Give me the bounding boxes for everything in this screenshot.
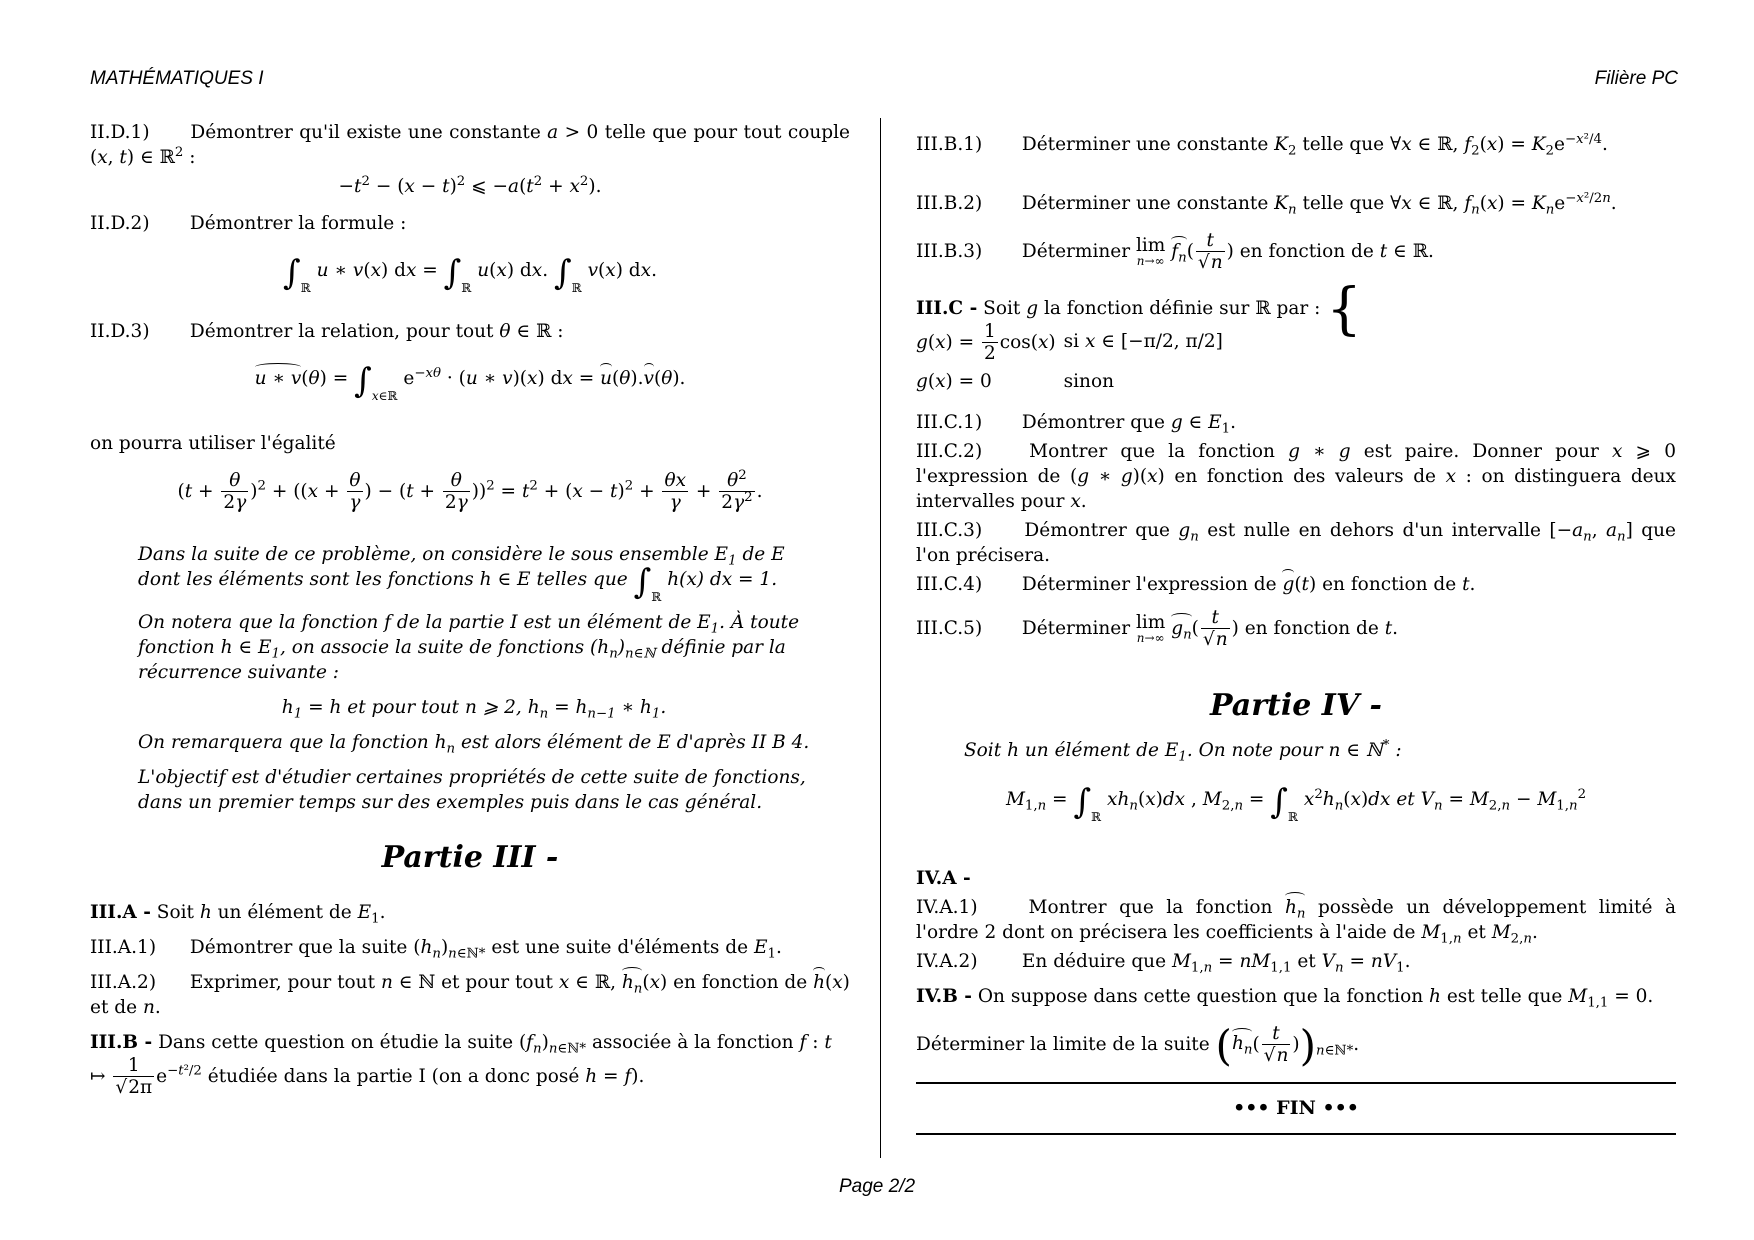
fin-rule-top (916, 1082, 1676, 1084)
formula-fourier-convolution: u ∗ $v(\theta) = \int_{x\in ℝ}$ $e^{-x\theta} \cdot (u$ ∗ v)(x) dx = u(θ).v(θ). (254, 361, 686, 403)
question-IIIC4: III.C.4) Déterminer l'expression de g(t) en fonction de t. (916, 574, 1476, 596)
question-IID2: II.D.2) Démontrer la formule : (90, 213, 407, 234)
question-IIIB2: III.B.2) Déterminer une constante $K_n$ telle que ∀x ∈ ℝ, $f_n(x) = K_ne^{-x^2/2n}$. (916, 190, 1617, 218)
hint-text: on pourra utiliser l'égalité (90, 433, 336, 454)
question-IVA: IV.A - (916, 867, 971, 889)
question-IVA2: IV.A.2) En déduire que $M_{1,n} = nM_{1,1}$ et $V_n = nV_1$. (916, 950, 1411, 976)
question-IID1: II.D.1) Démontrer qu'il existe une constante a > 0 telle que pour tout couple (x, t) ∈ ℝ$^2$ : (90, 122, 850, 168)
part-IV-title: Partie IV - (1210, 687, 1382, 723)
question-IIIB3: III.B.3) Déterminer lim n→∞ $f_n$( $\frac{t}{√n}$ ) en fonction de t ∈ ℝ. (916, 230, 1434, 274)
question-IIIC: III.C - Soit g la fonction définie sur ℝ par : { (916, 276, 1362, 342)
part-IV-intro: Soit h un élément de $E_1$. On note pour n ∈ ℕ* : (964, 737, 1402, 765)
question-IID3: II.D.3) Démontrer la relation, pour tout θ ∈ ℝ : (90, 321, 564, 342)
question-IVB: IV.B - On suppose dans cette question que la fonction h est telle que $M_{1,1} = 0$. (916, 985, 1654, 1011)
formula-inequality: $-t^2 - (x - t)^2$ ⩽ $-a(t^2 + x^2)$. (338, 173, 602, 197)
column-divider (880, 118, 881, 1158)
question-IIIA2: III.A.2) Exprimer, pour tout n ∈ ℕ et pour tout x ∈ ℝ, $h_n(x)$ en fonction de h(x) et de n. (90, 971, 850, 1018)
left-column (90, 120, 850, 1098)
formula-identity: (t + $\frac{\theta}{2\gamma}$ )$^2$ + ((x + $\frac{\theta}{\gamma}$ ) − (t + $\frac{\theta}{2\gamma}$ ))$^2 = t^2 + (x - t)^2$ + $\frac{\theta x}{\gamma}$ + $\frac{\theta^2}{2\gamma^2}$ . (177, 467, 763, 514)
question-IVA1: IV.A.1) Montrer que la fonction $h_n$ possède un développement limité à l'ordre 2 dont on précisera les coefficients à l'aide de $M_{1,n}$ et $M_{2,n}$. (916, 896, 1676, 947)
formula-integral-convolution: $\int_ℝ$ u ∗ v(x) dx = $\int_ℝ$ u(x) dx. $\int_ℝ$ v(x) dx. (283, 253, 657, 295)
question-IIIC2: III.C.2) Montrer que la fonction g ∗ g est paire. Donner pour x ⩾ 0 l'expression de (g ∗ g)(x) en fonction des valeurs de x : on distinguera deux intervalles pour x. (916, 441, 1676, 513)
page-number: Page 2/2 (838, 1176, 916, 1197)
question-IIIB1: III.B.1) Déterminer une constante $K_2$ telle que ∀x ∈ ℝ, $f_2(x) = K_2e^{-x^2/4}$. (916, 131, 1608, 159)
right-column: III.B.1) Déterminer une constante $K_2$ telle que ∀x ∈ ℝ, $f_2(x) = K_2e^{-x^2/4}$. III.B.2) Déterminer une constante $K_n$ telle que ∀x ∈ ℝ, $f_n(x) = K_ne^{-x^2/2n}$. III.B.3) Déterminer lim n→∞ $f_n$( $\frac{t}{√n}$ ) en fonction de t ∈ ℝ. III.C - Soit g la fonction définie sur ℝ par : { g(x) = $\frac{1}{2}$ cos(x) si x ∈ [−π/2, π/2] g(x) = 0 sinon III.C.1) Démontrer que g ∈ $E_1$. III.C.2) Montrer que la fonction g ∗ g est paire. Donner pour x ⩾ 0 l'expression de (g ∗ g)(x) en fonction des valeurs de x : on distinguera deux intervalles pour x. III.C.3) Démontrer que $g_n$ est nulle en dehors d'un intervalle [$-a_n$, $a_n$] que l'on précisera. III.C.4) Déterminer l'expression de g(t) en fonction de t. III.C.5) Déterminer lim n→∞ $g_n$( $\frac{t}{√n}$ ) en fonction de t. Partie IV - Soit h un élément de $E_1$. On note pour n ∈ ℕ* : $M_{1,n} = \int_ℝ$ $xh_n(x)dx$ , $M_{2,n} = \int_ℝ$ $x^2h_n(x)dx$ et $V_n = M_{2,n} - M_{1,n}^2$ IV.A - IV.A.1) Montrer que la fonction $h_n$ possède un développement limité à l'ordre 2 dont on précisera les coefficients à l'aide de $M_{1,n}$ et $M_{2,n}$. IV.A.2) En déduire que $M_{1,n} = nM_{1,1}$ et $V_n = nV_1$. IV.B - On suppose dans cette question que la fonction h est telle que $M_{1,1} = 0$. Déterminer la limite de la suite ($h_n$( $\frac{t}{√n}$ ))$_{n\in ℕ*}$. ••• FIN ••• (916, 120, 1676, 1135)
header-track: Filière PC (1594, 68, 1678, 89)
end-marker: ••• FIN ••• (1233, 1097, 1359, 1120)
question-IVB-limit: Déterminer la limite de la suite ($h_n$( $\frac{t}{√n}$ ))$_{n\in ℕ*}$. (916, 1020, 1360, 1070)
question-IIIA: III.A - Soit h un élément de $E_1$. (90, 901, 386, 927)
question-IIIC1: III.C.1) Démontrer que g ∈ $E_1$. (916, 412, 1237, 437)
question-IIIC3: III.C.3) Démontrer que $g_n$ est nulle en dehors d'un intervalle [$-a_n$, $a_n$] que l'on précisera. (916, 520, 1676, 567)
header-subject: MATHÉMATIQUES I (90, 68, 264, 89)
question-IIIB: III.B - Dans cette question on étudie la suite $(f_n)_{n\in ℕ*}$ associée à la fonction f : t ↦ $\frac{1}{√2\pi}$ $e^{-t^2/2}$ étudiée dans la partie I (on a donc posé h = f). (90, 1031, 832, 1098)
fin-rule-bottom (916, 1133, 1676, 1135)
formula-moments: $M_{1,n} = \int_ℝ$ $xh_n(x)dx$ , $M_{2,n} = \int_ℝ$ $x^2h_n(x)dx$ et $V_n = M_{2,n} - M_{1,n}^2$ (1005, 781, 1587, 824)
part-intro-note: Dans la suite de ce problème, on considère le sous ensemble $E_1$ de E dont les éléments sont les fonctions h ∈ E telles que $\int_ℝ$ h(x) dx = 1. On notera que la fonction f de la partie I est un élément de $E_1$. À toute fonction h ∈ $E_1$, on associe la suite de fonctions $(h_n)_{n\in ℕ}$ définie par la récurrence suivante : $h_1 = h$ et pour tout n ⩾ 2, $h_n = h_{n-1}$ ∗ $h_1$. On remarquera que la fonction $h_n$ est alors élément de E d'après II B 4. L'objectif est d'étudier certaines propriétés de cette suite de fonctions, dans un premier temps sur des exemples puis dans le cas général. (138, 543, 810, 813)
part-III-title: Partie III - (381, 839, 559, 875)
question-IIIA1: III.A.1) Démontrer que la suite $(h_n)_{n\in ℕ*}$ est une suite d'éléments de $E_1$. (90, 936, 782, 962)
question-IIIC5: III.C.5) Déterminer lim n→∞ $g_n$( $\frac{t}{√n}$ ) en fonction de t. (916, 607, 1399, 651)
